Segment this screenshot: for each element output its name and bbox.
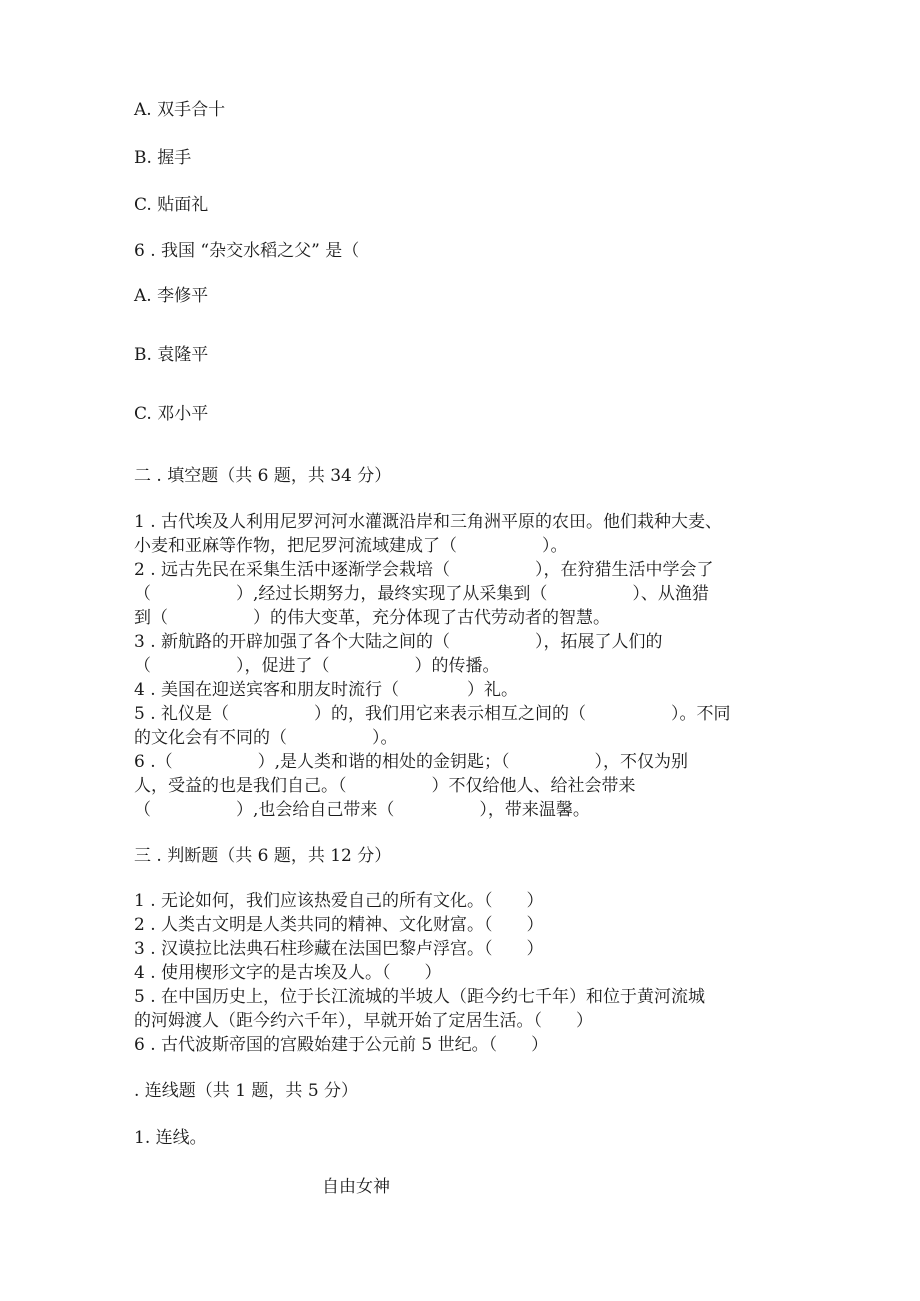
section3-line: 3 . 汉谟拉比法典石柱珍藏在法国巴黎卢浮宫。（ ） [134, 939, 544, 959]
section3-title: 三 . 判断题（共 6 题，共 12 分） [134, 846, 392, 866]
section3-line: 的河姆渡人（距今约六千年），早就开始了定居生活。（ ） [134, 1011, 593, 1031]
q6-option-a: A. 李修平 [134, 286, 209, 306]
matching-item: 自由女神 [322, 1177, 390, 1197]
section3-line: 2 . 人类古文明是人类共同的精神、文化财富。（ ） [134, 915, 544, 935]
section3-line: 6 . 古代波斯帝国的宫殿始建于公元前 5 世纪。（ ） [134, 1035, 549, 1055]
q5-option-a: A. 双手合十 [134, 100, 226, 120]
section2-line: 6 .（ ）,是人类和谐的相处的金钥匙；（ ），不仅为别 [134, 752, 689, 772]
section2-line: 5 . 礼仪是（ ）的，我们用它来表示相互之间的（ ）。不同 [134, 704, 731, 724]
section3-line: 1 . 无论如何，我们应该热爱自己的所有文化。（ ） [134, 891, 544, 911]
section4-title: . 连线题（共 1 题，共 5 分） [134, 1081, 359, 1101]
section2-line: 人，受益的也是我们自己。（ ）不仅给他人、给社会带来 [134, 776, 636, 796]
q6-stem: 6 . 我国 “杂交水稻之父” 是（ [134, 241, 360, 261]
section2-line: 4 . 美国在迎送宾客和朋友时流行（ ）礼。 [134, 680, 519, 700]
section2-line: （ ）,也会给自己带来（ ），带来温馨。 [134, 800, 590, 820]
section2-line: 到（ ）的伟大变革，充分体现了古代劳动者的智慧。 [134, 608, 610, 628]
q5-option-c: C. 贴面礼 [134, 195, 209, 215]
section2-line: （ ），促进了（ ）的传播。 [134, 656, 500, 676]
q6-option-c: C. 邓小平 [134, 404, 209, 424]
q6-option-b: B. 袁隆平 [134, 345, 209, 365]
section3-line: 5 . 在中国历史上，位于长江流城的半坡人（距今约七千年）和位于黄河流城 [134, 987, 706, 1007]
section2-line: 1 . 古代埃及人利用尼罗河河水灌溉沿岸和三角洲平原的农田。他们栽种大麦、 [134, 512, 723, 532]
section2-line: 2 . 远古先民在采集生活中逐渐学会栽培（ ），在狩猎生活中学会了 [134, 560, 714, 580]
q5-option-b: B. 握手 [134, 148, 192, 168]
section2-line: （ ）,经过长期努力，最终实现了从采集到（ ）、从渔猎 [134, 584, 709, 604]
section2-line: 小麦和亚麻等作物，把尼罗河流域建成了（ ）。 [134, 536, 568, 556]
section4-question: 1. 连线。 [134, 1128, 207, 1148]
section2-title: 二 . 填空题（共 6 题，共 34 分） [134, 466, 392, 486]
section2-line: 的文化会有不同的（ ）。 [134, 728, 398, 748]
section2-line: 3 . 新航路的开辟加强了各个大陆之间的（ ），拓展了人们的 [134, 632, 663, 652]
section3-line: 4 . 使用楔形文字的是古埃及人。（ ） [134, 963, 442, 983]
